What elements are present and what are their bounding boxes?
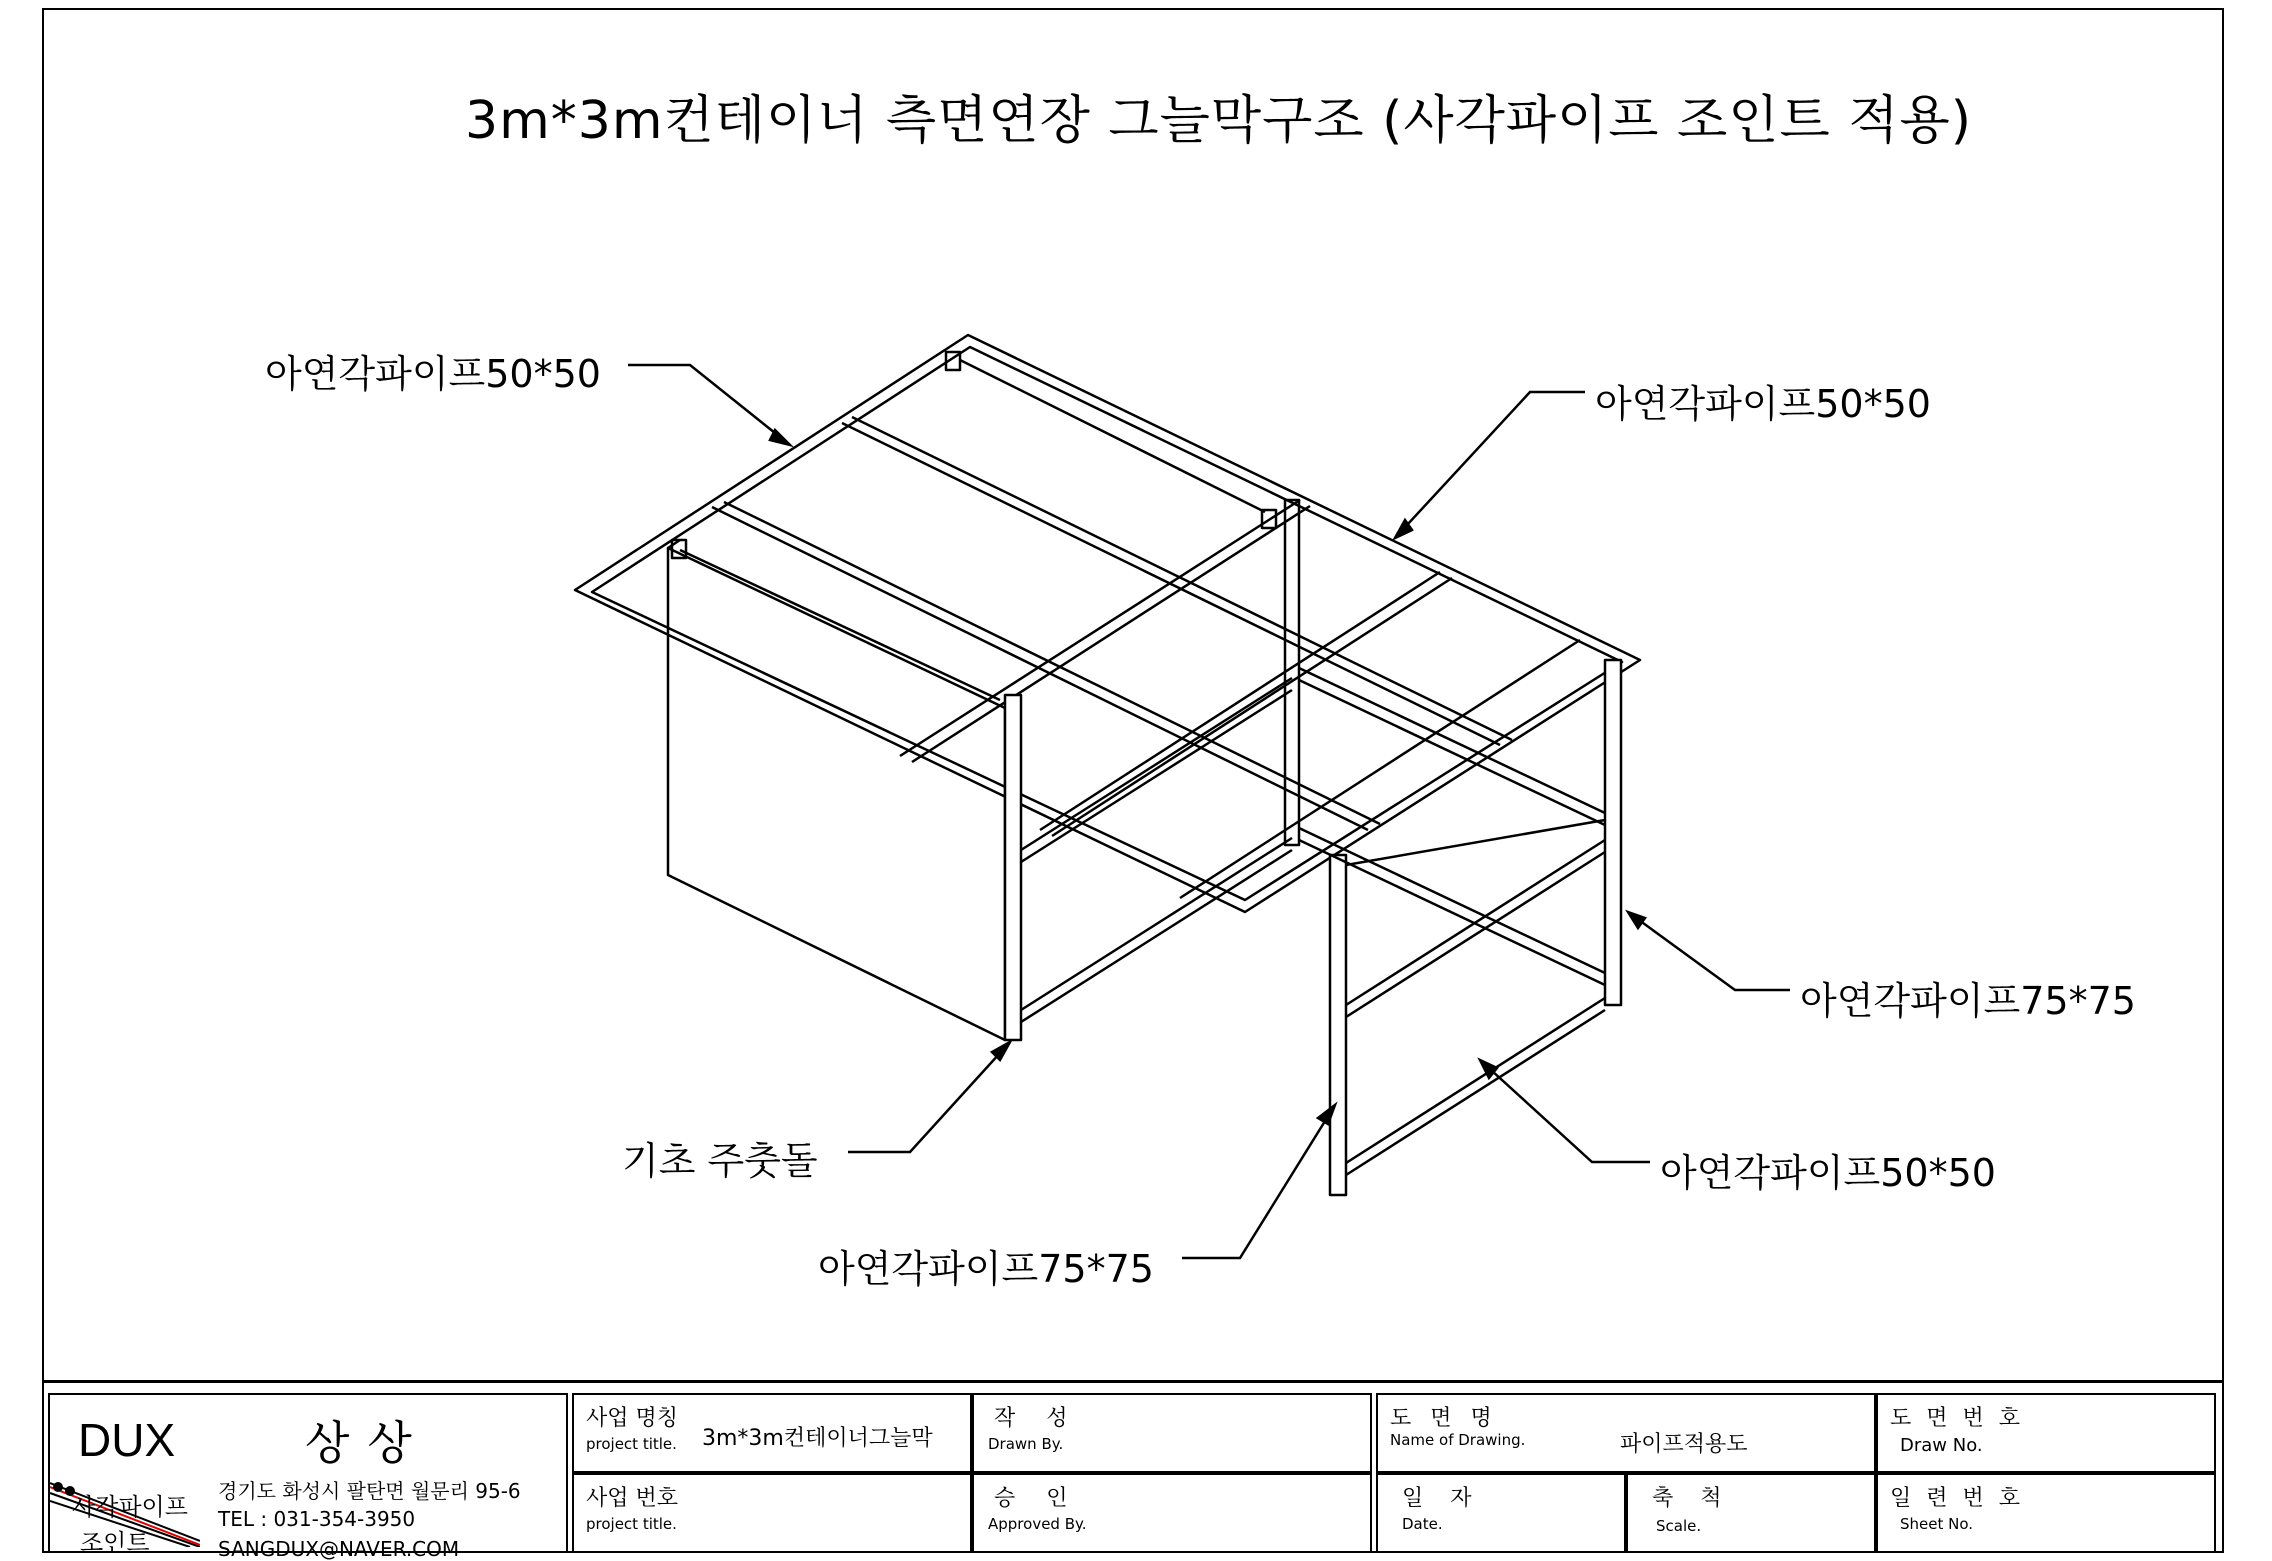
approved-label: 승 인: [994, 1486, 1080, 1511]
company-cell: [48, 1393, 568, 1561]
callout-right-mid: 아연각파이프75*75: [1800, 979, 2136, 1023]
leader-top-left: [628, 365, 790, 445]
company-address: 경기도 화성시 팔탄면 월문리 95-6: [218, 1479, 521, 1503]
drawn-cell: [972, 1393, 1372, 1473]
drawing-title: 3m*3m컨테이너 측면연장 그늘막구조 (사각파이프 조인트 적용): [465, 91, 1973, 151]
project-no-label: 사업 번호: [586, 1486, 679, 1511]
date-cell: [1376, 1473, 1626, 1553]
draw-no-cell: [1876, 1393, 2216, 1473]
callout-base: 기초 주춧돌: [622, 1139, 818, 1183]
logo-line2: 조인트: [80, 1529, 150, 1557]
scale-label-en: Scale.: [1656, 1517, 1702, 1535]
leader-bottom: [1182, 1105, 1335, 1258]
project-name-value: 3m*3m컨테이너그늘막: [702, 1426, 933, 1451]
sheet-no-cell: [1876, 1473, 2216, 1553]
container-side-panel: [668, 548, 1005, 1040]
draw-no-label-en: Draw No.: [1900, 1435, 1983, 1456]
drawn-label: 작 성: [994, 1406, 1080, 1431]
drawing-name-label: 도 면 명: [1390, 1406, 1498, 1431]
sheet-no-label: 일 련 번 호: [1890, 1486, 2024, 1511]
project-no-label-en: project title.: [586, 1515, 677, 1533]
approved-label-en: Approved By.: [988, 1515, 1087, 1533]
leader-top-right: [1395, 392, 1585, 538]
project-name-label-en: project title.: [586, 1435, 677, 1453]
drawing-name-label-en: Name of Drawing.: [1390, 1431, 1526, 1449]
sheet-no-label-en: Sheet No.: [1900, 1515, 1974, 1533]
drawn-label-en: Drawn By.: [988, 1435, 1064, 1453]
leader-right-low: [1480, 1060, 1650, 1162]
scale-label: 축 척: [1652, 1486, 1732, 1511]
title-block: [42, 1380, 2224, 1561]
logo-line1: 사각파이프: [72, 1493, 188, 1521]
callout-right-low: 아연각파이프50*50: [1660, 1151, 1996, 1195]
date-label: 일 자: [1402, 1486, 1482, 1511]
company-tel: TEL : 031-354-3950: [218, 1507, 416, 1531]
brand-korean: 상상: [305, 1416, 430, 1470]
callout-bottom: 아연각파이프75*75: [818, 1247, 1154, 1291]
scale-cell: [1626, 1473, 1876, 1553]
callout-top-left: 아연각파이프50*50: [265, 352, 601, 396]
project-name-cell: [572, 1393, 972, 1473]
project-name-label: 사업 명칭: [586, 1406, 679, 1431]
leader-right-mid: [1628, 912, 1790, 990]
draw-no-label: 도 면 번 호: [1890, 1406, 2024, 1431]
callout-top-right: 아연각파이프50*50: [1595, 382, 1931, 426]
brand-name: DUX: [78, 1414, 176, 1466]
leader-base: [848, 1042, 1010, 1152]
date-label-en: Date.: [1402, 1515, 1443, 1533]
approved-cell: [972, 1473, 1372, 1553]
drawing-name-cell: [1376, 1393, 1876, 1473]
project-no-cell: [572, 1473, 972, 1553]
company-email: SANGDUX@NAVER.COM: [218, 1537, 460, 1561]
drawing-name-value: 파이프적용도: [1620, 1432, 1748, 1457]
